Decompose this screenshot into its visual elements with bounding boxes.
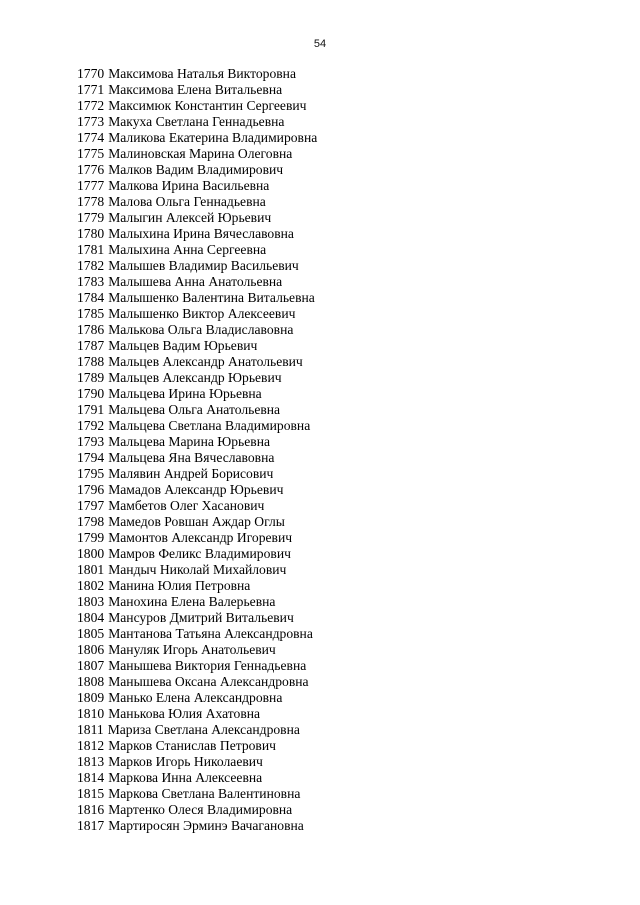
list-item	[77, 802, 317, 818]
entry-name: Максимюк Константин Сергеевич	[108, 98, 307, 113]
entry-name: Марков Станислав Петрович	[108, 738, 276, 753]
list-item	[77, 114, 317, 130]
list-item	[77, 738, 317, 754]
list-item	[77, 626, 317, 642]
entry-name: Манина Юлия Петровна	[108, 578, 251, 593]
entry-name: Мануляк Игорь Анатольевич	[108, 642, 276, 657]
list-item	[77, 258, 317, 274]
list-item	[77, 642, 317, 658]
list-item	[77, 498, 317, 514]
entry-number: 1817	[77, 818, 105, 833]
entry-number: 1814	[77, 770, 105, 785]
list-item	[77, 578, 317, 594]
entry-name: Малышенко Виктор Алексеевич	[108, 306, 296, 321]
entry-name: Малкова Ирина Васильевна	[108, 178, 270, 193]
entry-name: Малыгин Алексей Юрьевич	[108, 210, 272, 225]
entry-number: 1790	[77, 386, 105, 401]
entry-name: Малова Ольга Геннадьевна	[108, 194, 266, 209]
list-item	[77, 226, 317, 242]
entry-name: Мамонтов Александр Игоревич	[108, 530, 293, 545]
list-item	[77, 386, 317, 402]
list-item	[77, 130, 317, 146]
entry-name: Мальцев Александр Анатольевич	[108, 354, 303, 369]
entry-name: Малиновская Марина Олеговна	[108, 146, 293, 161]
entry-number: 1774	[77, 130, 105, 145]
entry-number: 1804	[77, 610, 105, 625]
entry-name: Макуха Светлана Геннадьевна	[108, 114, 285, 129]
list-item	[77, 434, 317, 450]
list-item	[77, 146, 317, 162]
entry-name: Малыхина Ирина Вячеславовна	[108, 226, 294, 241]
entry-number: 1811	[77, 722, 104, 737]
list-item	[77, 594, 317, 610]
list-item	[77, 418, 317, 434]
list-item	[77, 658, 317, 674]
entry-name: Максимова Елена Витальевна	[108, 82, 283, 97]
entry-number: 1800	[77, 546, 105, 561]
entry-name: Мальцев Вадим Юрьевич	[108, 338, 258, 353]
list-item	[77, 674, 317, 690]
entry-name: Мартиросян Эрминэ Вачагановна	[108, 818, 304, 833]
entry-name: Мамедов Ровшан Аждар Оглы	[108, 514, 285, 529]
entry-number: 1789	[77, 370, 105, 385]
list-item	[77, 690, 317, 706]
entry-number: 1807	[77, 658, 105, 673]
entry-name: Малявин Андрей Борисович	[108, 466, 274, 481]
list-item	[77, 290, 317, 306]
list-item	[77, 722, 317, 738]
entry-number: 1770	[77, 66, 105, 81]
entry-name: Максимова Наталья Викторовна	[108, 66, 296, 81]
entry-number: 1809	[77, 690, 105, 705]
entry-name: Манькова Юлия Ахатовна	[108, 706, 261, 721]
entry-number: 1787	[77, 338, 105, 353]
list-item	[77, 338, 317, 354]
list-item	[77, 514, 317, 530]
entry-name: Мандыч Николай Михайлович	[108, 562, 287, 577]
list-item	[77, 194, 317, 210]
list-item	[77, 818, 317, 834]
entry-number: 1785	[77, 306, 105, 321]
entry-number: 1808	[77, 674, 105, 689]
entry-name: Манько Елена Александровна	[108, 690, 283, 705]
entry-number: 1781	[77, 242, 105, 257]
entry-number: 1795	[77, 466, 105, 481]
entry-name: Малькова Ольга Владиславовна	[108, 322, 294, 337]
entry-name: Мамров Феликс Владимирович	[108, 546, 291, 561]
list-item	[77, 706, 317, 722]
entry-name: Маркова Светлана Валентиновна	[108, 786, 301, 801]
entry-number: 1801	[77, 562, 105, 577]
name-list	[77, 66, 317, 834]
list-item	[77, 482, 317, 498]
entry-number: 1783	[77, 274, 105, 289]
entry-name: Маркова Инна Алексеевна	[108, 770, 263, 785]
entry-number: 1798	[77, 514, 105, 529]
entry-number: 1799	[77, 530, 105, 545]
entry-name: Малыхина Анна Сергеевна	[108, 242, 267, 257]
list-item	[77, 770, 317, 786]
entry-name: Мамбетов Олег Хасанович	[108, 498, 265, 513]
entry-name: Малков Вадим Владимирович	[108, 162, 284, 177]
entry-number: 1773	[77, 114, 105, 129]
entry-name: Мартенко Олеся Владимировна	[108, 802, 293, 817]
entry-number: 1778	[77, 194, 105, 209]
list-item	[77, 162, 317, 178]
entry-name: Мальцева Светлана Владимировна	[108, 418, 311, 433]
entry-number: 1812	[77, 738, 105, 753]
entry-name: Мальцев Александр Юрьевич	[108, 370, 282, 385]
entry-number: 1780	[77, 226, 105, 241]
list-item	[77, 562, 317, 578]
entry-number: 1786	[77, 322, 105, 337]
entry-number: 1802	[77, 578, 105, 593]
list-item	[77, 402, 317, 418]
entry-name: Маликова Екатерина Владимировна	[108, 130, 318, 145]
entry-name: Мантанова Татьяна Александровна	[108, 626, 313, 641]
list-item	[77, 610, 317, 626]
entry-name: Малышев Владимир Васильевич	[108, 258, 299, 273]
entry-name: Мамадов Александр Юрьевич	[108, 482, 284, 497]
list-item	[77, 210, 317, 226]
entry-name: Малышева Анна Анатольевна	[108, 274, 283, 289]
entry-name: Мальцева Яна Вячеславовна	[108, 450, 275, 465]
entry-number: 1796	[77, 482, 105, 497]
entry-number: 1813	[77, 754, 105, 769]
entry-number: 1810	[77, 706, 105, 721]
entry-number: 1784	[77, 290, 105, 305]
entry-number: 1782	[77, 258, 105, 273]
list-item	[77, 306, 317, 322]
entry-number: 1776	[77, 162, 105, 177]
entry-number: 1803	[77, 594, 105, 609]
entry-number: 1792	[77, 418, 105, 433]
entry-number: 1775	[77, 146, 105, 161]
list-item	[77, 178, 317, 194]
entry-number: 1794	[77, 450, 105, 465]
list-item	[77, 530, 317, 546]
list-item	[77, 66, 317, 82]
entry-number: 1779	[77, 210, 105, 225]
list-item	[77, 322, 317, 338]
entry-name: Манохина Елена Валерьевна	[108, 594, 276, 609]
list-item	[77, 274, 317, 290]
entry-name: Манышева Виктория Геннадьевна	[108, 658, 307, 673]
entry-number: 1788	[77, 354, 105, 369]
page-number: 54	[313, 38, 327, 50]
list-item	[77, 466, 317, 482]
list-item	[77, 370, 317, 386]
entry-number: 1797	[77, 498, 105, 513]
entry-name: Мальцева Ольга Анатольевна	[108, 402, 281, 417]
entry-number: 1815	[77, 786, 105, 801]
entry-name: Малышенко Валентина Витальевна	[108, 290, 315, 305]
list-item	[77, 242, 317, 258]
entry-name: Мальцева Марина Юрьевна	[108, 434, 271, 449]
entry-number: 1777	[77, 178, 105, 193]
entry-name: Манышева Оксана Александровна	[108, 674, 309, 689]
list-item	[77, 546, 317, 562]
list-item	[77, 98, 317, 114]
entry-number: 1772	[77, 98, 105, 113]
entry-number: 1793	[77, 434, 105, 449]
entry-number: 1791	[77, 402, 105, 417]
list-item	[77, 450, 317, 466]
entry-name: Мальцева Ирина Юрьевна	[108, 386, 262, 401]
list-item	[77, 82, 317, 98]
entry-number: 1805	[77, 626, 105, 641]
entry-name: Марков Игорь Николаевич	[108, 754, 263, 769]
entry-name: Мариза Светлана Александровна	[107, 722, 300, 737]
entry-number: 1806	[77, 642, 105, 657]
list-item	[77, 754, 317, 770]
entry-number: 1816	[77, 802, 105, 817]
entry-number: 1771	[77, 82, 105, 97]
entry-name: Мансуров Дмитрий Витальевич	[108, 610, 294, 625]
list-item	[77, 786, 317, 802]
list-item	[77, 354, 317, 370]
